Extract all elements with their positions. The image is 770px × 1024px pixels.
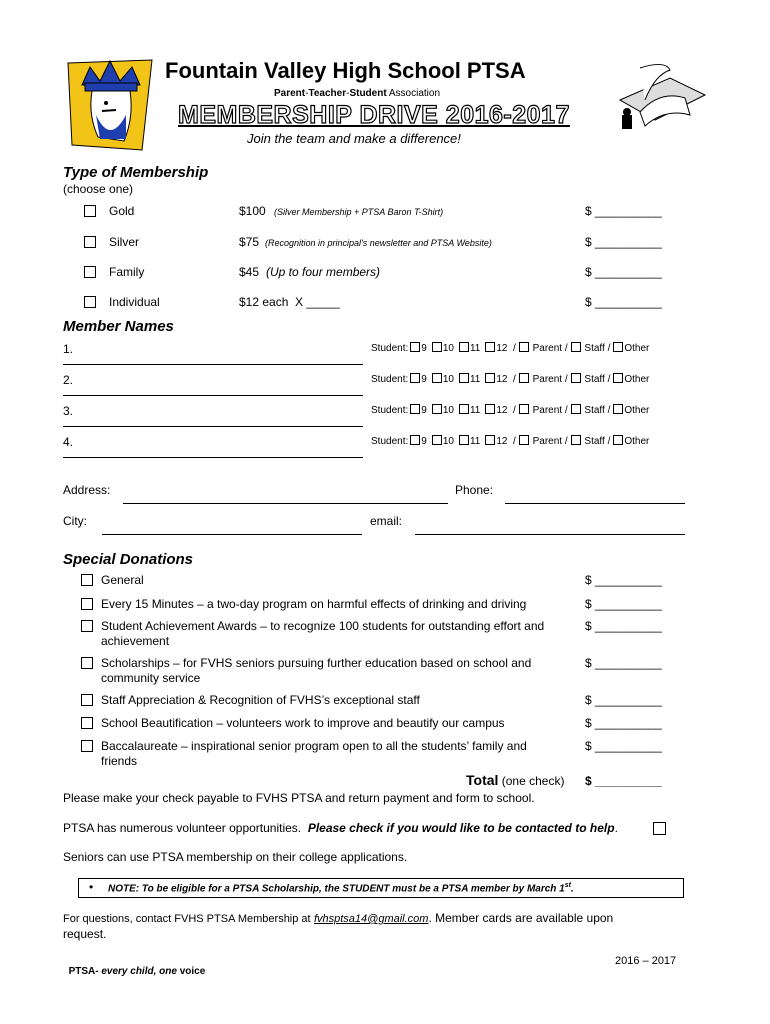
student-label: Student: bbox=[371, 405, 409, 416]
donation-checkbox[interactable] bbox=[81, 620, 93, 632]
donation-checkbox[interactable] bbox=[81, 657, 93, 669]
gold-checkbox[interactable] bbox=[84, 205, 96, 217]
individual-checkbox[interactable] bbox=[84, 296, 96, 308]
footer-year: 2016 – 2017 bbox=[615, 955, 677, 967]
grade-checkbox[interactable] bbox=[485, 373, 495, 383]
questions-prefix: For questions, contact FVHS PTSA Membership at bbox=[63, 913, 311, 925]
student-label: Student: bbox=[371, 343, 409, 354]
other-checkbox[interactable] bbox=[613, 373, 623, 383]
note-end: . bbox=[570, 883, 574, 895]
grade-checkbox[interactable] bbox=[432, 435, 442, 445]
parent-label: Parent bbox=[532, 436, 563, 447]
subtitle-a: Association bbox=[388, 88, 441, 99]
other-label: Other bbox=[624, 436, 650, 447]
staff-label: Staff bbox=[584, 436, 605, 447]
silver-detail: (Recognition in principal's newsletter and PTSA Website) bbox=[265, 238, 492, 248]
city-label: City: bbox=[63, 514, 87, 528]
member-name-field[interactable] bbox=[63, 426, 363, 427]
member-role-row bbox=[371, 404, 649, 416]
member-role-row bbox=[371, 373, 649, 385]
donation-label: General bbox=[101, 573, 144, 587]
volunteer-bold: Please check if you would like to be contacted to help bbox=[307, 821, 615, 835]
grade-checkbox[interactable] bbox=[485, 404, 495, 414]
total-note: (one check) bbox=[501, 774, 565, 788]
staff-label: Staff bbox=[584, 343, 605, 354]
address-label: Address: bbox=[63, 483, 111, 497]
donation-amount[interactable]: $ __________ bbox=[585, 693, 662, 707]
slash: / bbox=[513, 436, 516, 447]
donation-label-cont: community service bbox=[101, 671, 201, 685]
grade-checkbox[interactable] bbox=[432, 342, 442, 352]
donation-label: School Beautification – volunteers work to improve and beautify our campus bbox=[101, 716, 505, 730]
grade-label: 12 bbox=[496, 374, 508, 385]
grade-checkbox[interactable] bbox=[410, 373, 420, 383]
total-row bbox=[466, 772, 564, 788]
grade-checkbox[interactable] bbox=[459, 342, 469, 352]
donation-amount[interactable]: $ __________ bbox=[585, 656, 662, 670]
slash: / bbox=[607, 405, 611, 416]
grade-checkbox[interactable] bbox=[485, 435, 495, 445]
grade-checkbox[interactable] bbox=[485, 342, 495, 352]
gold-amount[interactable]: $ __________ bbox=[585, 204, 662, 218]
slash: / bbox=[564, 374, 568, 385]
grade-checkbox[interactable] bbox=[410, 342, 420, 352]
parent-checkbox[interactable] bbox=[519, 373, 529, 383]
donation-checkbox[interactable] bbox=[81, 598, 93, 610]
grade-label: 10 bbox=[442, 374, 454, 385]
family-checkbox[interactable] bbox=[84, 266, 96, 278]
silver-checkbox[interactable] bbox=[84, 236, 96, 248]
member-role-row bbox=[371, 342, 649, 354]
grade-label: 9 bbox=[421, 436, 427, 447]
membership-heading: Type of Membership bbox=[63, 164, 209, 181]
questions-note bbox=[63, 911, 613, 925]
tagline: Join the team and make a difference! bbox=[247, 131, 461, 146]
donation-checkbox[interactable] bbox=[81, 574, 93, 586]
slogan-rest-2: voice bbox=[176, 966, 206, 977]
donation-label: Student Achievement Awards – to recognize 100 students for outstanding effort and bbox=[101, 619, 545, 633]
slash: / bbox=[607, 436, 611, 447]
phone-label: Phone: bbox=[455, 483, 494, 497]
donation-amount[interactable]: $ __________ bbox=[585, 573, 662, 587]
other-checkbox[interactable] bbox=[613, 404, 623, 414]
phone-field[interactable] bbox=[505, 503, 685, 504]
grade-label: 10 bbox=[442, 343, 454, 354]
donation-checkbox[interactable] bbox=[81, 740, 93, 752]
member-number: 2. bbox=[63, 373, 74, 387]
donation-amount[interactable]: $ __________ bbox=[585, 619, 662, 633]
donations-heading: Special Donations bbox=[63, 551, 194, 568]
slash: / bbox=[607, 343, 611, 354]
scholarship-note bbox=[108, 882, 574, 894]
member-number: 1. bbox=[63, 342, 74, 356]
donation-label: Baccalaureate – inspirational senior program open to all the students’ family and bbox=[101, 739, 527, 753]
family-amount[interactable]: $ __________ bbox=[585, 265, 662, 279]
silver-label: Silver bbox=[109, 235, 140, 249]
staff-label: Staff bbox=[584, 405, 605, 416]
donation-amount[interactable]: $ __________ bbox=[585, 739, 662, 753]
family-detail: (Up to four members) bbox=[266, 265, 381, 279]
city-field[interactable] bbox=[102, 534, 362, 535]
grade-label: 10 bbox=[442, 405, 454, 416]
slash: / bbox=[513, 374, 516, 385]
grade-label: 9 bbox=[421, 343, 427, 354]
student-label: Student: bbox=[371, 374, 409, 385]
slash: / bbox=[564, 405, 568, 416]
donation-checkbox[interactable] bbox=[81, 717, 93, 729]
gold-label: Gold bbox=[109, 204, 135, 218]
member-name-field[interactable] bbox=[63, 457, 363, 458]
donation-checkbox[interactable] bbox=[81, 694, 93, 706]
parent-checkbox[interactable] bbox=[519, 404, 529, 414]
student-label: Student: bbox=[371, 436, 409, 447]
baron-logo bbox=[60, 55, 160, 155]
membership-subheading: (choose one) bbox=[63, 182, 134, 196]
grade-checkbox[interactable] bbox=[432, 373, 442, 383]
grade-checkbox[interactable] bbox=[459, 404, 469, 414]
other-label: Other bbox=[624, 374, 650, 385]
member-names-heading: Member Names bbox=[63, 318, 174, 335]
grade-label: 9 bbox=[421, 405, 427, 416]
member-role-row bbox=[371, 435, 649, 447]
email-field[interactable] bbox=[415, 534, 685, 535]
grade-checkbox[interactable] bbox=[459, 373, 469, 383]
member-name-field[interactable] bbox=[63, 364, 363, 365]
donation-label-cont: achievement bbox=[101, 634, 170, 648]
slash: / bbox=[513, 405, 516, 416]
slash: / bbox=[513, 343, 516, 354]
parent-label: Parent bbox=[532, 374, 563, 385]
grade-label: 12 bbox=[496, 436, 508, 447]
parent-label: Parent bbox=[532, 343, 563, 354]
grade-label: 11 bbox=[469, 405, 481, 416]
individual-price[interactable]: $12 each X _____ bbox=[239, 295, 340, 309]
family-price: $45 bbox=[239, 265, 260, 279]
individual-amount[interactable]: $ __________ bbox=[585, 295, 662, 309]
volunteer-text: PTSA has numerous volunteer opportunities. bbox=[63, 821, 302, 835]
contact-email-link[interactable]: fvhsptsa14@gmail.com bbox=[313, 913, 429, 925]
grade-label: 11 bbox=[469, 436, 481, 447]
donation-label-cont: friends bbox=[101, 754, 138, 768]
grade-label: 12 bbox=[496, 343, 508, 354]
donation-label: Scholarships – for FVHS seniors pursuing further education based on school and bbox=[101, 656, 532, 670]
member-number: 3. bbox=[63, 404, 74, 418]
grade-label: 11 bbox=[469, 374, 481, 385]
note-text: NOTE: To be eligible for a PTSA Scholarship, the STUDENT must be a PTSA member by March 1 bbox=[108, 883, 565, 895]
grade-checkbox[interactable] bbox=[432, 404, 442, 414]
other-label: Other bbox=[624, 343, 650, 354]
staff-checkbox[interactable] bbox=[571, 373, 581, 383]
staff-checkbox[interactable] bbox=[571, 342, 581, 352]
note-bullet: • bbox=[89, 880, 94, 894]
member-name-field[interactable] bbox=[63, 395, 363, 396]
grade-label: 9 bbox=[421, 374, 427, 385]
other-checkbox[interactable] bbox=[613, 342, 623, 352]
silver-amount[interactable]: $ __________ bbox=[585, 235, 662, 249]
gold-price: $100 bbox=[239, 204, 266, 218]
slogan-one: one bbox=[159, 966, 177, 977]
silver-price: $75 bbox=[239, 235, 260, 249]
grade-checkbox[interactable] bbox=[459, 435, 469, 445]
book-quill-clipart bbox=[610, 60, 710, 140]
member-number: 4. bbox=[63, 435, 74, 449]
subtitle-s: Student bbox=[349, 88, 387, 99]
slogan-rest-1: every child, bbox=[98, 966, 160, 977]
donation-label: Staff Appreciation & Recognition of FVHS’s exceptional staff bbox=[101, 693, 420, 707]
parent-label: Parent bbox=[532, 405, 563, 416]
gold-detail: (Silver Membership + PTSA Baron T-Shirt) bbox=[274, 207, 444, 217]
grade-label: 12 bbox=[496, 405, 508, 416]
staff-checkbox[interactable] bbox=[571, 435, 581, 445]
school-title: Fountain Valley High School PTSA bbox=[165, 58, 526, 83]
grade-checkbox[interactable] bbox=[410, 435, 420, 445]
donation-amount[interactable]: $ __________ bbox=[585, 597, 662, 611]
donation-amount[interactable]: $ __________ bbox=[585, 716, 662, 730]
slogan-ptsa: PTSA- bbox=[68, 966, 99, 977]
address-field[interactable] bbox=[123, 503, 448, 504]
total-amount[interactable]: $ __________ bbox=[585, 774, 662, 788]
grade-label: 10 bbox=[442, 436, 454, 447]
other-label: Other bbox=[624, 405, 650, 416]
subtitle-t: Teacher bbox=[308, 88, 347, 99]
other-checkbox[interactable] bbox=[613, 435, 623, 445]
total-label: Total bbox=[466, 772, 499, 788]
volunteer-end: . bbox=[614, 821, 618, 835]
email-label: email: bbox=[370, 514, 403, 528]
family-label: Family bbox=[109, 265, 145, 279]
subtitle-p: Parent bbox=[274, 88, 306, 99]
slash: / bbox=[564, 343, 568, 354]
slogan bbox=[63, 955, 205, 977]
seniors-note: Seniors can use PTSA membership on their college applications. bbox=[63, 850, 408, 864]
note-sup: st bbox=[564, 882, 571, 889]
questions-line2: request. bbox=[63, 927, 107, 941]
slash: / bbox=[607, 374, 611, 385]
slash: / bbox=[564, 436, 568, 447]
individual-label: Individual bbox=[109, 295, 160, 309]
staff-checkbox[interactable] bbox=[571, 404, 581, 414]
ptsa-subtitle: Parent-Teacher-Student Association bbox=[274, 88, 441, 99]
questions-suffix: . Member cards are available upon bbox=[428, 911, 614, 925]
check-note: Please make your check payable to FVHS PTSA and return payment and form to school. bbox=[63, 791, 535, 805]
donation-label: Every 15 Minutes – a two-day program on harmful effects of drinking and driving bbox=[101, 597, 527, 611]
parent-checkbox[interactable] bbox=[519, 435, 529, 445]
volunteer-note bbox=[63, 821, 618, 835]
volunteer-checkbox[interactable] bbox=[653, 822, 666, 835]
grade-label: 11 bbox=[469, 343, 481, 354]
grade-checkbox[interactable] bbox=[410, 404, 420, 414]
staff-label: Staff bbox=[584, 374, 605, 385]
drive-title: MEMBERSHIP DRIVE 2016-2017 bbox=[178, 101, 570, 129]
parent-checkbox[interactable] bbox=[519, 342, 529, 352]
